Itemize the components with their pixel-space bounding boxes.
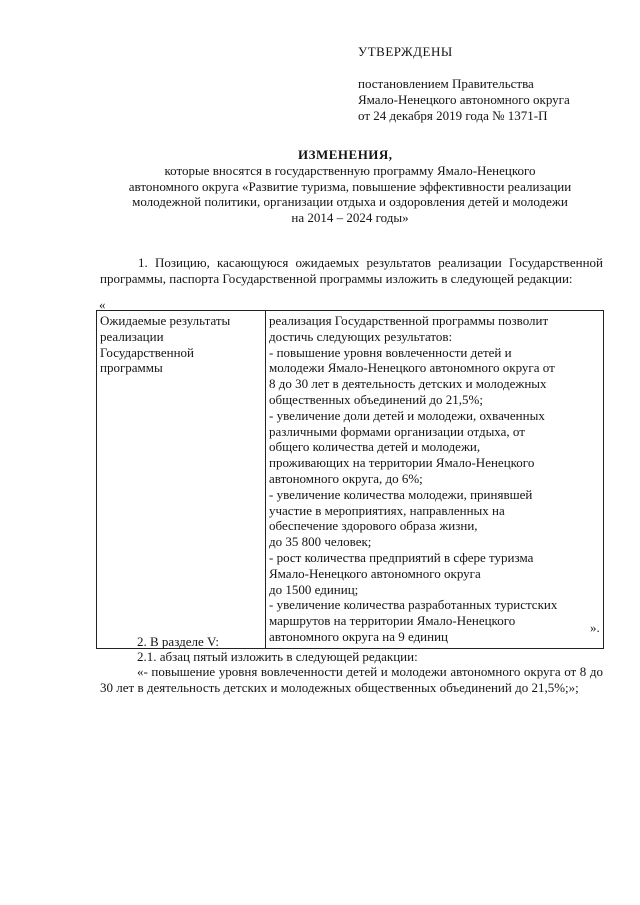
subtitle-line: молодежной политики, организации отдыха и оздоровления детей и молодежи [132, 194, 568, 209]
content-line: - увеличение доли детей и молодежи, охваченных [269, 407, 545, 423]
table-cell-label [97, 311, 266, 649]
approval-block [358, 44, 628, 124]
content-line: Ямало-Ненецкого автономного округа [269, 565, 481, 581]
content-line: автономного округа на 9 единиц [269, 628, 449, 644]
table-row [97, 311, 604, 649]
document-subtitle [95, 163, 605, 225]
content-line: маршрутов на территории Ямало-Ненецкого [269, 613, 516, 629]
label-line: программы [100, 360, 163, 376]
document-title: ИЗМЕНЕНИЯ, [298, 147, 393, 162]
content-line: молодежи Ямало-Ненецкого автономного округа от [269, 360, 555, 376]
content-line: реализация Государственной программы позволит [269, 313, 549, 328]
label-line: реализации [100, 328, 164, 344]
approval-line: постановлением Правительства [358, 76, 534, 91]
subtitle-line: на 2014 – 2024 годы» [291, 209, 409, 225]
subtitle-line: автономного округа «Развитие туризма, повышение эффективности реализации [128, 178, 572, 194]
approval-line: от 24 декабря 2019 года № 1371-П [358, 108, 548, 123]
item-2-1-heading: 2.1. абзац пятый изложить в следующей редакции: [137, 649, 418, 664]
content-line: достичь следующих результатов: [269, 328, 453, 344]
content-line: 8 до 30 лет в деятельность детских и молодежных [269, 376, 547, 392]
content-line: обеспечение здорового образа жизни, [269, 518, 478, 534]
label-line: Государственной [100, 344, 195, 360]
item-2-heading: 2. В разделе V: [137, 634, 220, 649]
content-line: до 1500 единиц; [269, 581, 359, 597]
quote-close-mark: ». [590, 620, 600, 635]
content-line: - повышение уровня вовлеченности детей и [269, 344, 512, 360]
content-line: - увеличение количества разработанных туристских [269, 597, 558, 613]
content-line: участие в мероприятиях, направленных на [269, 502, 505, 518]
content-line: - увеличение количества молодежи, принявшей [269, 486, 533, 502]
quote-open-mark: « [99, 297, 106, 312]
table-cell-content [266, 311, 604, 649]
content-line: до 35 800 человек; [269, 534, 372, 550]
item-2-1-text: «- повышение уровня вовлеченности детей и молодежи автономного округа от 8 до 30 лет в деятельность детских и молодежных общественных объединений до 21,5%;»; [100, 664, 603, 695]
content-line: автономного округа, до 6%; [269, 470, 423, 486]
content-line: различными формами организации отдыха, от [269, 423, 525, 439]
approval-heading: УТВЕРЖДЕНЫ [358, 44, 453, 59]
content-line: общего количества детей и молодежи, [269, 439, 481, 455]
label-line: Ожидаемые результаты [100, 313, 231, 328]
subtitle-line: которые вносятся в государственную программу Ямало-Ненецкого [164, 163, 536, 178]
content-line: проживающих на территории Ямало-Ненецкого [269, 455, 535, 471]
content-line: - рост количества предприятий в сфере туризма [269, 549, 534, 565]
content-line: общественных объединений до 21,5%; [269, 391, 483, 407]
expected-results-table [96, 310, 604, 649]
item-1-paragraph: 1. Позицию, касающуюся ожидаемых результатов реализации Государственной программы, паспорта Государственной программы изложить в следующей редакции: [100, 255, 603, 286]
approval-line: Ямало-Ненецкого автономного округа [358, 92, 570, 107]
